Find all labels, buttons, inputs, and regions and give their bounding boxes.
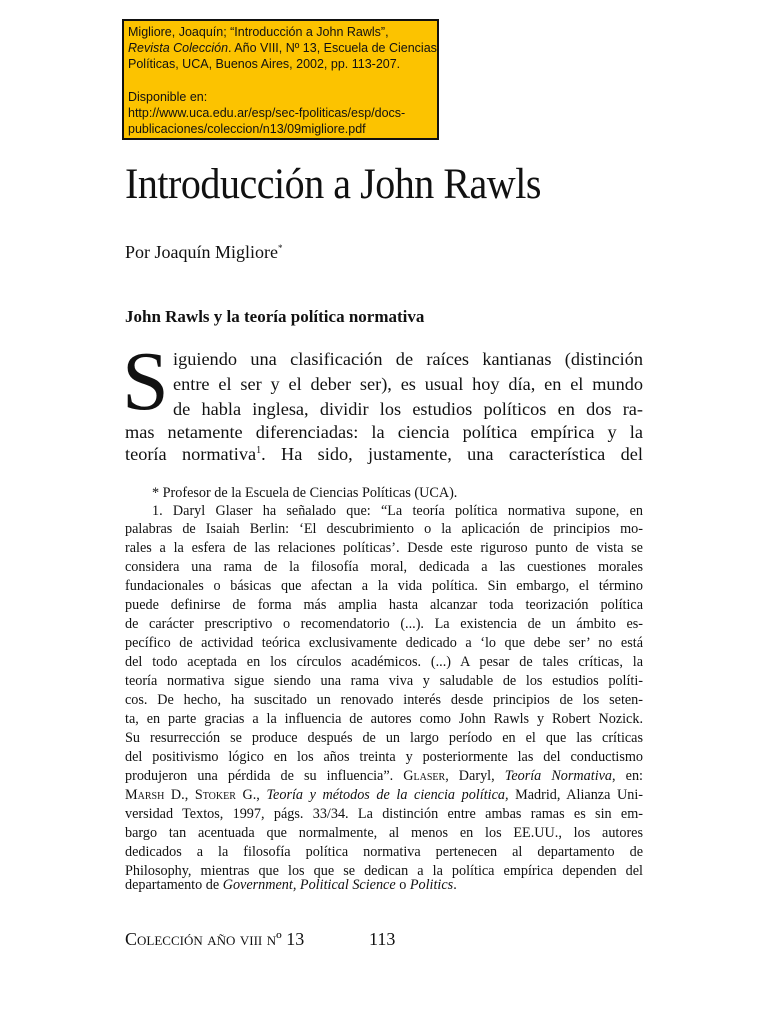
footnote-line: del positivismo lógico en los años treinta y posteriormente las del conductismo: [125, 749, 643, 765]
footnote-line: dedicados a la filosofía política normativa pertenecen al departamento de: [125, 844, 643, 860]
footnote-line: fundacionales o básicas que afectan a la vida política. Sin embargo, el término: [125, 578, 643, 594]
footnote-line: pecífico de actividad teórica exclusivamente dedicado a ‘lo que debe ser’ no está: [125, 635, 643, 651]
citation-spacer: [128, 73, 433, 89]
footnote-line: puede definirse de forma más amplia hasta alcanzar toda teorización política: [125, 597, 643, 613]
footnote-line: de carácter prescriptivo o recomendatorio (...). La existencia de un ámbito es-: [125, 616, 643, 632]
footnote-line: Marsh D., Stoker G., Teoría y métodos de la ciencia política, Madrid, Alianza Uni-: [125, 787, 644, 803]
citation-line: Revista Colección. Año VIII, Nº 13, Escuela de Ciencias: [128, 41, 437, 56]
citation-line: Disponible en:: [128, 89, 208, 104]
footnote-star: * Profesor de la Escuela de Ciencias Políticas (UCA).: [152, 485, 458, 501]
footnote-line: Su resurrección se produce después de un largo período en el que las críticas: [125, 730, 643, 746]
footnote-line: Philosophy, mientras que los que se dedican a la política empírica dependen del: [125, 863, 643, 879]
footnote-line: rales a la esfera de las relaciones políticas’. Desde este riguroso punto de vista se: [125, 540, 643, 556]
footnote-line: cos. De hecho, ha suscitado un renovado interés desde principios de los seten-: [125, 692, 643, 708]
footnote-line: 1. Daryl Glaser ha señalado que: “La teoría política normativa supone, en: [152, 503, 643, 519]
footnote-line: palabras de Isaiah Berlin: ‘El descubrimiento o la aplicación de principios mo-: [125, 521, 643, 537]
journal-name: Revista Colección: [128, 41, 229, 56]
footnote-line: produjeron una pérdida de su influencia”. Glaser, Daryl, Teoría Normativa, en:: [125, 768, 643, 784]
footnote-line: considera una rama de la filosofía moral, dedicada a las cuestiones morales: [125, 559, 643, 575]
footnote-line: bargo tan acentuada que normalmente, al menos en los EE.UU., los autores: [125, 825, 643, 841]
author-name: Por Joaquín Migliore: [125, 242, 278, 262]
citation-url[interactable]: publicaciones/coleccion/n13/09migliore.pdf: [128, 122, 366, 137]
section-heading: John Rawls y la teoría política normativa: [125, 307, 425, 326]
citation-url[interactable]: http://www.uca.edu.ar/esp/sec-fpoliticas/esp/docs-: [128, 105, 406, 120]
citation-box: [122, 19, 439, 140]
footnote-line: teoría normativa sigue siendo una rama viva y saludable de los estudios políti-: [125, 673, 643, 689]
article-title: Introducción a John Rawls: [125, 161, 541, 208]
footnote-ref[interactable]: 1: [256, 444, 262, 456]
drop-cap: S: [122, 335, 169, 428]
page-number: 113: [369, 929, 396, 949]
body-line: mas netamente diferenciadas: la ciencia política empírica y la: [125, 422, 643, 442]
footnote-line: departamento de Government, Political Science o Politics.: [125, 877, 457, 893]
footnote-line: del todo aceptada en los círculos académicos. (...) A pesar de tales críticas, la: [125, 654, 643, 670]
citation-line: Migliore, Joaquín; “Introducción a John Rawls”,: [128, 25, 389, 39]
citation-line: Políticas, UCA, Buenos Aires, 2002, pp. 113-207.: [128, 57, 401, 72]
byline: [125, 236, 283, 264]
body-line: teoría normativa$^1$. Ha sido, justamente, una característica del: [125, 444, 643, 464]
footer-journal: Colección año viii nº 13: [125, 929, 305, 949]
body-line: iguiendo una clasificación de raíces kantianas (distinción: [173, 349, 643, 369]
body-line: de habla inglesa, dividir los estudios políticos en dos ra-: [173, 399, 643, 419]
body-line: entre el ser y el deber ser), es usual hoy día, en el mundo: [173, 374, 643, 394]
footnote-line: versidad Textos, 1997, págs. 33/34. La distinción entre ambas ramas es sin em-: [125, 806, 643, 822]
author-footnote-mark: *: [278, 243, 283, 253]
footnote-line: ta, en parte gracias a la influencia de autores como John Rawls y Robert Nozick.: [125, 711, 643, 727]
